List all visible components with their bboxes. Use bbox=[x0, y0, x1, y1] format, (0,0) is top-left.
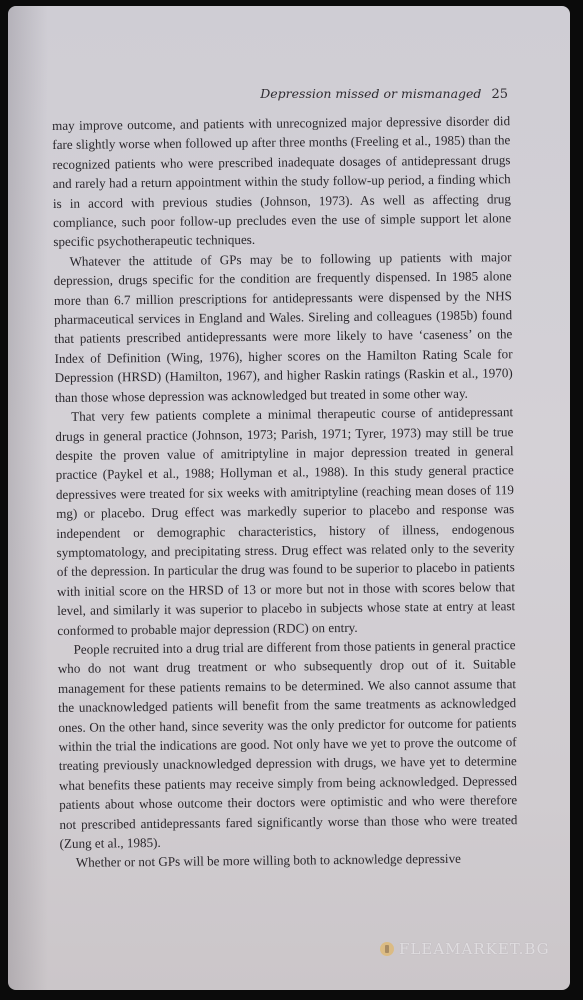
page-number: 25 bbox=[491, 87, 508, 102]
paragraph-4: People recruited into a drug trial are different from those patients in general practice who do not want drug treatment or who subsequently drop out of it. Suitable management for these patients remains to be determined. We also cannot assume that the unacknowledged patients will benefit from the same treatments as acknowledged ones. On the other hand, since severity was the only predictor for outcome for patients within the trial the indications are good. Not only have we yet to prove the outcome of treating previously unacknowledged depression with drugs, we have yet to determine what benefits these patients may receive simply from being acknowledged. Depressed patients about whose outcome their doctors were optimistic and who were therefore not prescribed antidepressants fared significantly worse than those who were treated (Zung et al., 1985). bbox=[57, 637, 518, 851]
running-header bbox=[260, 86, 508, 102]
running-title: Depression missed or mismanaged bbox=[260, 86, 482, 101]
paragraph-3: That very few patients complete a minimal therapeutic course of antidepressant drugs in general practice (Johnson, 1973; Parish, 1971; Tyrer, 1973) may still be true despite the proven value of amitriptyline in major depression treated in general practice (Paykel et al., 1988; Hollyman et al., 1988). In this study general practice depressives were treated for six weeks with amitriptyline (reaching mean doses of 119 mg) or placebo. Drug effect was markedly superior to placebo and response was independent or demographic characteristics, history of illness, endogenous symptomatology, and precipitating stress. Drug effect was related only to the severity of the depression. In particular the drug was found to be superior to placebo in patients with initial score on the HRSD of 13 or more but not in those with scores below that level, and similarly it was superior to placebo in subjects whose state at entry at least conformed to probable major depression (RDC) on entry. bbox=[55, 404, 516, 638]
coin-icon bbox=[380, 942, 394, 956]
watermark-text: FLEAMARKET.BG bbox=[399, 940, 550, 958]
body-text bbox=[52, 111, 518, 873]
paragraph-5: Whether or not GPs will be more willing both to acknowledge depressive bbox=[75, 851, 461, 871]
book-page bbox=[8, 6, 570, 990]
paragraph-1: may improve outcome, and patients with unrecognized major depressive disorder did fare slightly worse when followed up after three months (Freeling et al., 1985) than the recognized patients who were prescribed inadequate dosages of antidepressant drugs and rarely had a return appointment within the study follow-up period, a finding which is in accord with previous studies (Johnson, 1973). As well as affecting drug compliance, such poor follow-up precludes even the use of simple support let alone specific psychotherapeutic techniques. bbox=[52, 113, 512, 250]
watermark bbox=[380, 940, 550, 958]
paragraph-2: Whatever the attitude of GPs may be to following up patients with major depression, drugs specific for the condition are frequently dispensed. In 1985 alone more than 6.7 million prescriptions for antidepressants were dispensed by the NHS pharmaceutical services in England and Wales. Sireling and colleagues (1985b) found that patients prescribed antidepressants were more likely to have ‘caseness’ on the Index of Definition (Wing, 1976), higher scores on the Hamilton Rating Scale for Depression (HRSD) (Hamilton, 1967), and higher Raskin ratings (Raskin et al., 1970) than those whose depression was acknowledged but treated in some other way. bbox=[53, 249, 513, 405]
